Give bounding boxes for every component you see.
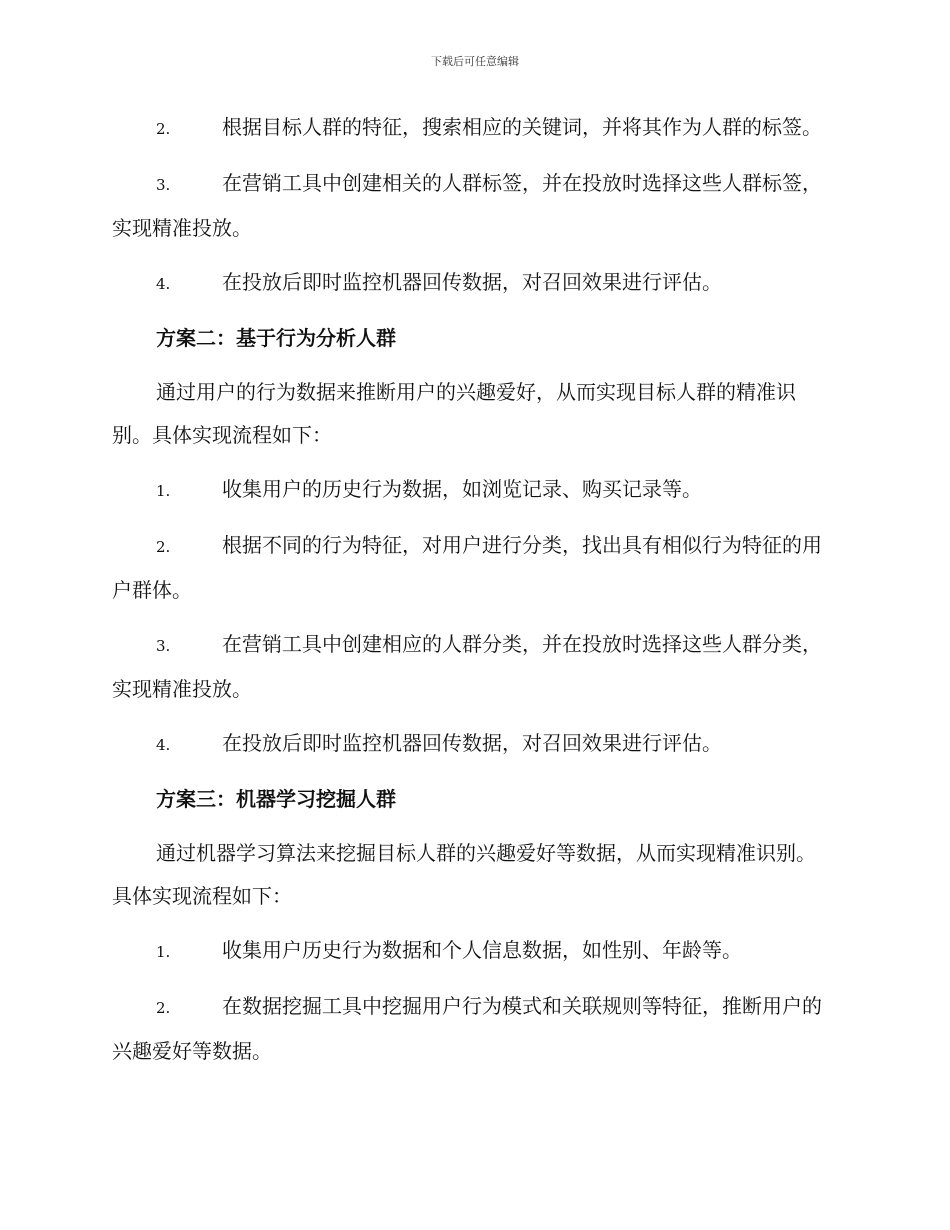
list-item [112,524,834,612]
list-text: 收集用户历史行为数据和个人信息数据，如性别、年龄等。 [222,938,742,962]
list-text: 在投放后即时监控机器回传数据，对召回效果进行评估。 [222,731,722,755]
list-item [112,623,834,711]
list-text: 在营销工具中创建相应的人群分类，并在投放时选择这些人群分类，实现精准投放。 [112,632,822,701]
list-item [112,162,834,250]
list-number: 4. [156,275,171,293]
list-number: 2. [156,999,171,1017]
list-item [112,106,834,151]
list-item [112,261,834,306]
list-text: 在营销工具中创建相关的人群标签，并在投放时选择这些人群标签，实现精准投放。 [112,171,822,240]
list-number: 3. [156,176,171,194]
page-header: 下载后可任意编辑 [431,55,519,68]
list-text: 根据不同的行为特征，对用户进行分类，找出具有相似行为特征的用户群体。 [112,533,822,602]
list-item [112,722,834,767]
list-number: 4. [156,736,171,754]
paragraph: 通过机器学习算法来挖掘目标人群的兴趣爱好等数据，从而实现精准识别。具体实现流程如下： [112,841,816,908]
list-number: 2. [156,120,171,138]
paragraph: 通过用户的行为数据来推断用户的兴趣爱好，从而实现目标人群的精准识别。具体实现流程如下： [112,380,796,447]
list-item [112,468,834,513]
list-number: 1. [156,482,171,500]
list-item [112,929,834,974]
section-heading: 方案二：基于行为分析人群 [156,326,396,350]
list-number: 2. [156,538,171,556]
document-body [112,106,834,1084]
list-text: 在数据挖掘工具中挖掘用户行为模式和关联规则等特征，推断用户的兴趣爱好等数据。 [112,994,822,1063]
list-number: 3. [156,637,171,655]
list-number: 1. [156,943,171,961]
section-heading: 方案三：机器学习挖掘人群 [156,787,396,811]
list-text: 在投放后即时监控机器回传数据，对召回效果进行评估。 [222,270,722,294]
list-text: 收集用户的历史行为数据，如浏览记录、购买记录等。 [222,477,702,501]
list-text: 根据目标人群的特征，搜索相应的关键词，并将其作为人群的标签。 [222,115,822,139]
list-item [112,985,834,1073]
